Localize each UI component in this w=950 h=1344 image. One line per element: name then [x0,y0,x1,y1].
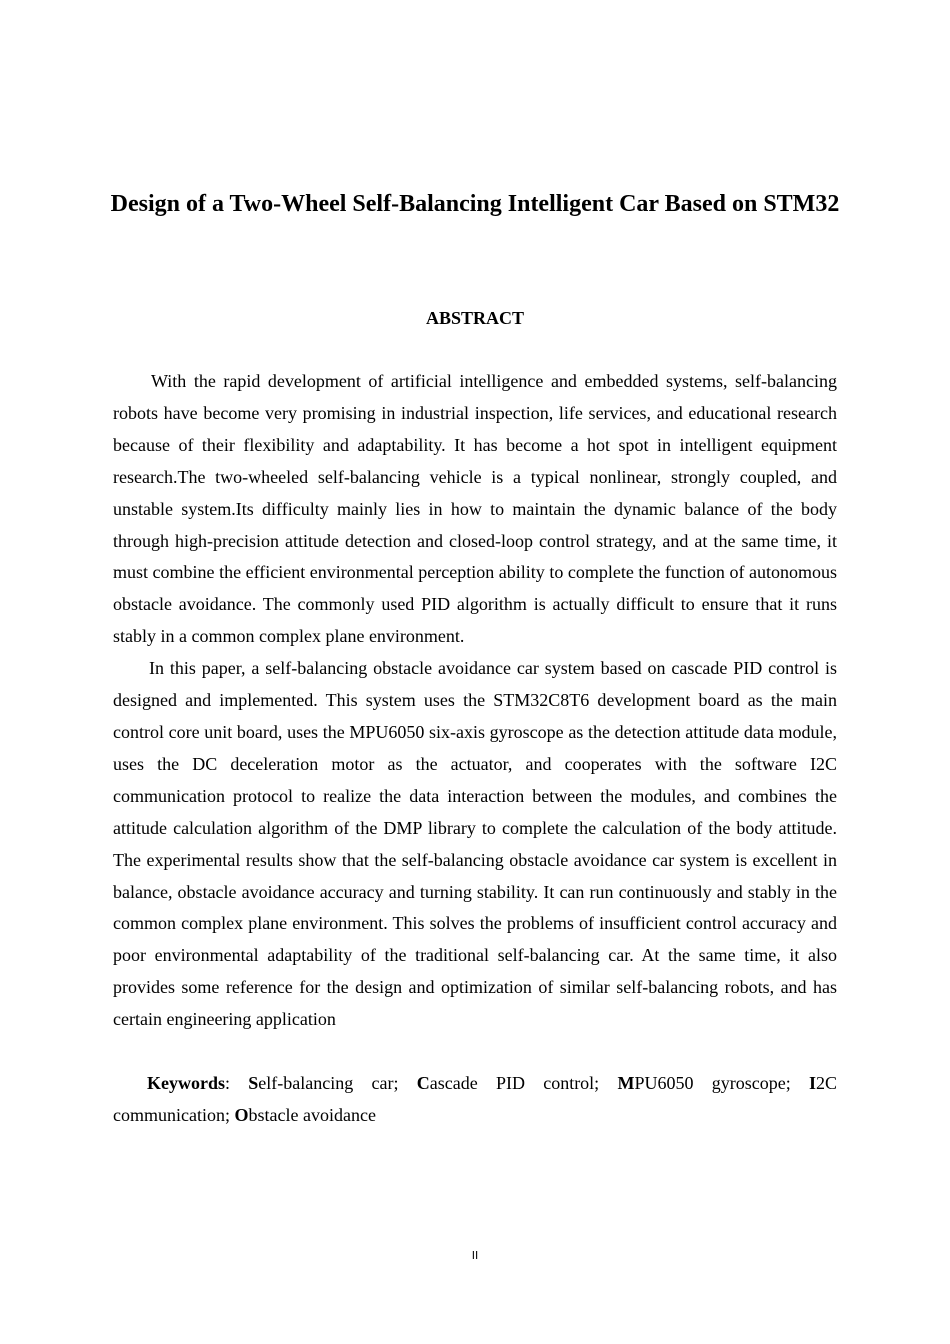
abstract-body [113,366,837,1132]
keywords-separator: : [225,1073,249,1094]
keyword-2-initial: C [416,1073,430,1094]
document-title: Design of a Two-Wheel Self-Balancing Intelligent Car Based on STM32 [110,191,840,217]
keyword-1-rest: elf-balancing car; [258,1073,417,1094]
keyword-3-initial: M [617,1073,635,1094]
abstract-heading: ABSTRACT [425,308,525,328]
keyword-3-rest: PU6050 gyroscope; [634,1073,809,1094]
keyword-4-initial: I [808,1073,816,1094]
keyword-5-rest: bstacle avoidance [248,1104,376,1125]
abstract-paragraph-1: With the rapid development of artificial intelligence and embedded systems, self-balancing robots have become very promising in industrial inspection, life services, and educational research because of their flexibility and adaptability. It has become a hot spot in intelligent equipment research.The two-wheeled self-balancing vehicle is a typical nonlinear, strongly coupled, and unstable system.Its difficulty mainly lies in how to maintain the dynamic balance of the body through high-precision attitude detection and closed-loop control strategy, and at the same time, it must combine the efficient environmental perception ability to complete the function of autonomous obstacle avoidance. The commonly used PID algorithm is actually difficult to ensure that it runs stably in a common complex plane environment. [113,371,837,647]
page-number: II [471,1249,479,1262]
keyword-4-rest: 2C communication; [113,1073,837,1125]
keyword-2-rest: ascade PID control; [429,1073,618,1094]
keyword-5-initial: O [234,1104,249,1125]
keyword-1-initial: S [248,1073,259,1094]
keywords-line [113,1068,837,1132]
abstract-paragraph-2: In this paper, a self-balancing obstacle avoidance car system based on cascade PID control is designed and implemented. This system uses the STM32C8T6 development board as the main control core unit board, uses the MPU6050 six-axis gyroscope as the detection attitude data module, uses the DC deceleration motor as the actuator, and cooperates with the software I2C communication protocol to realize the data interaction between the modules, and combines the attitude calculation algorithm of the DMP library to complete the calculation of the body attitude. The experimental results show that the self-balancing obstacle avoidance car system is excellent in balance, obstacle avoidance accuracy and turning stability. It can run continuously and stably in the common complex plane environment. This solves the problems of insufficient control accuracy and poor environmental adaptability of the traditional self-balancing car. At the same time, it also provides some reference for the design and optimization of similar self-balancing robots, and has certain engineering application [113,658,837,1030]
keywords-label: Keywords [147,1073,225,1094]
